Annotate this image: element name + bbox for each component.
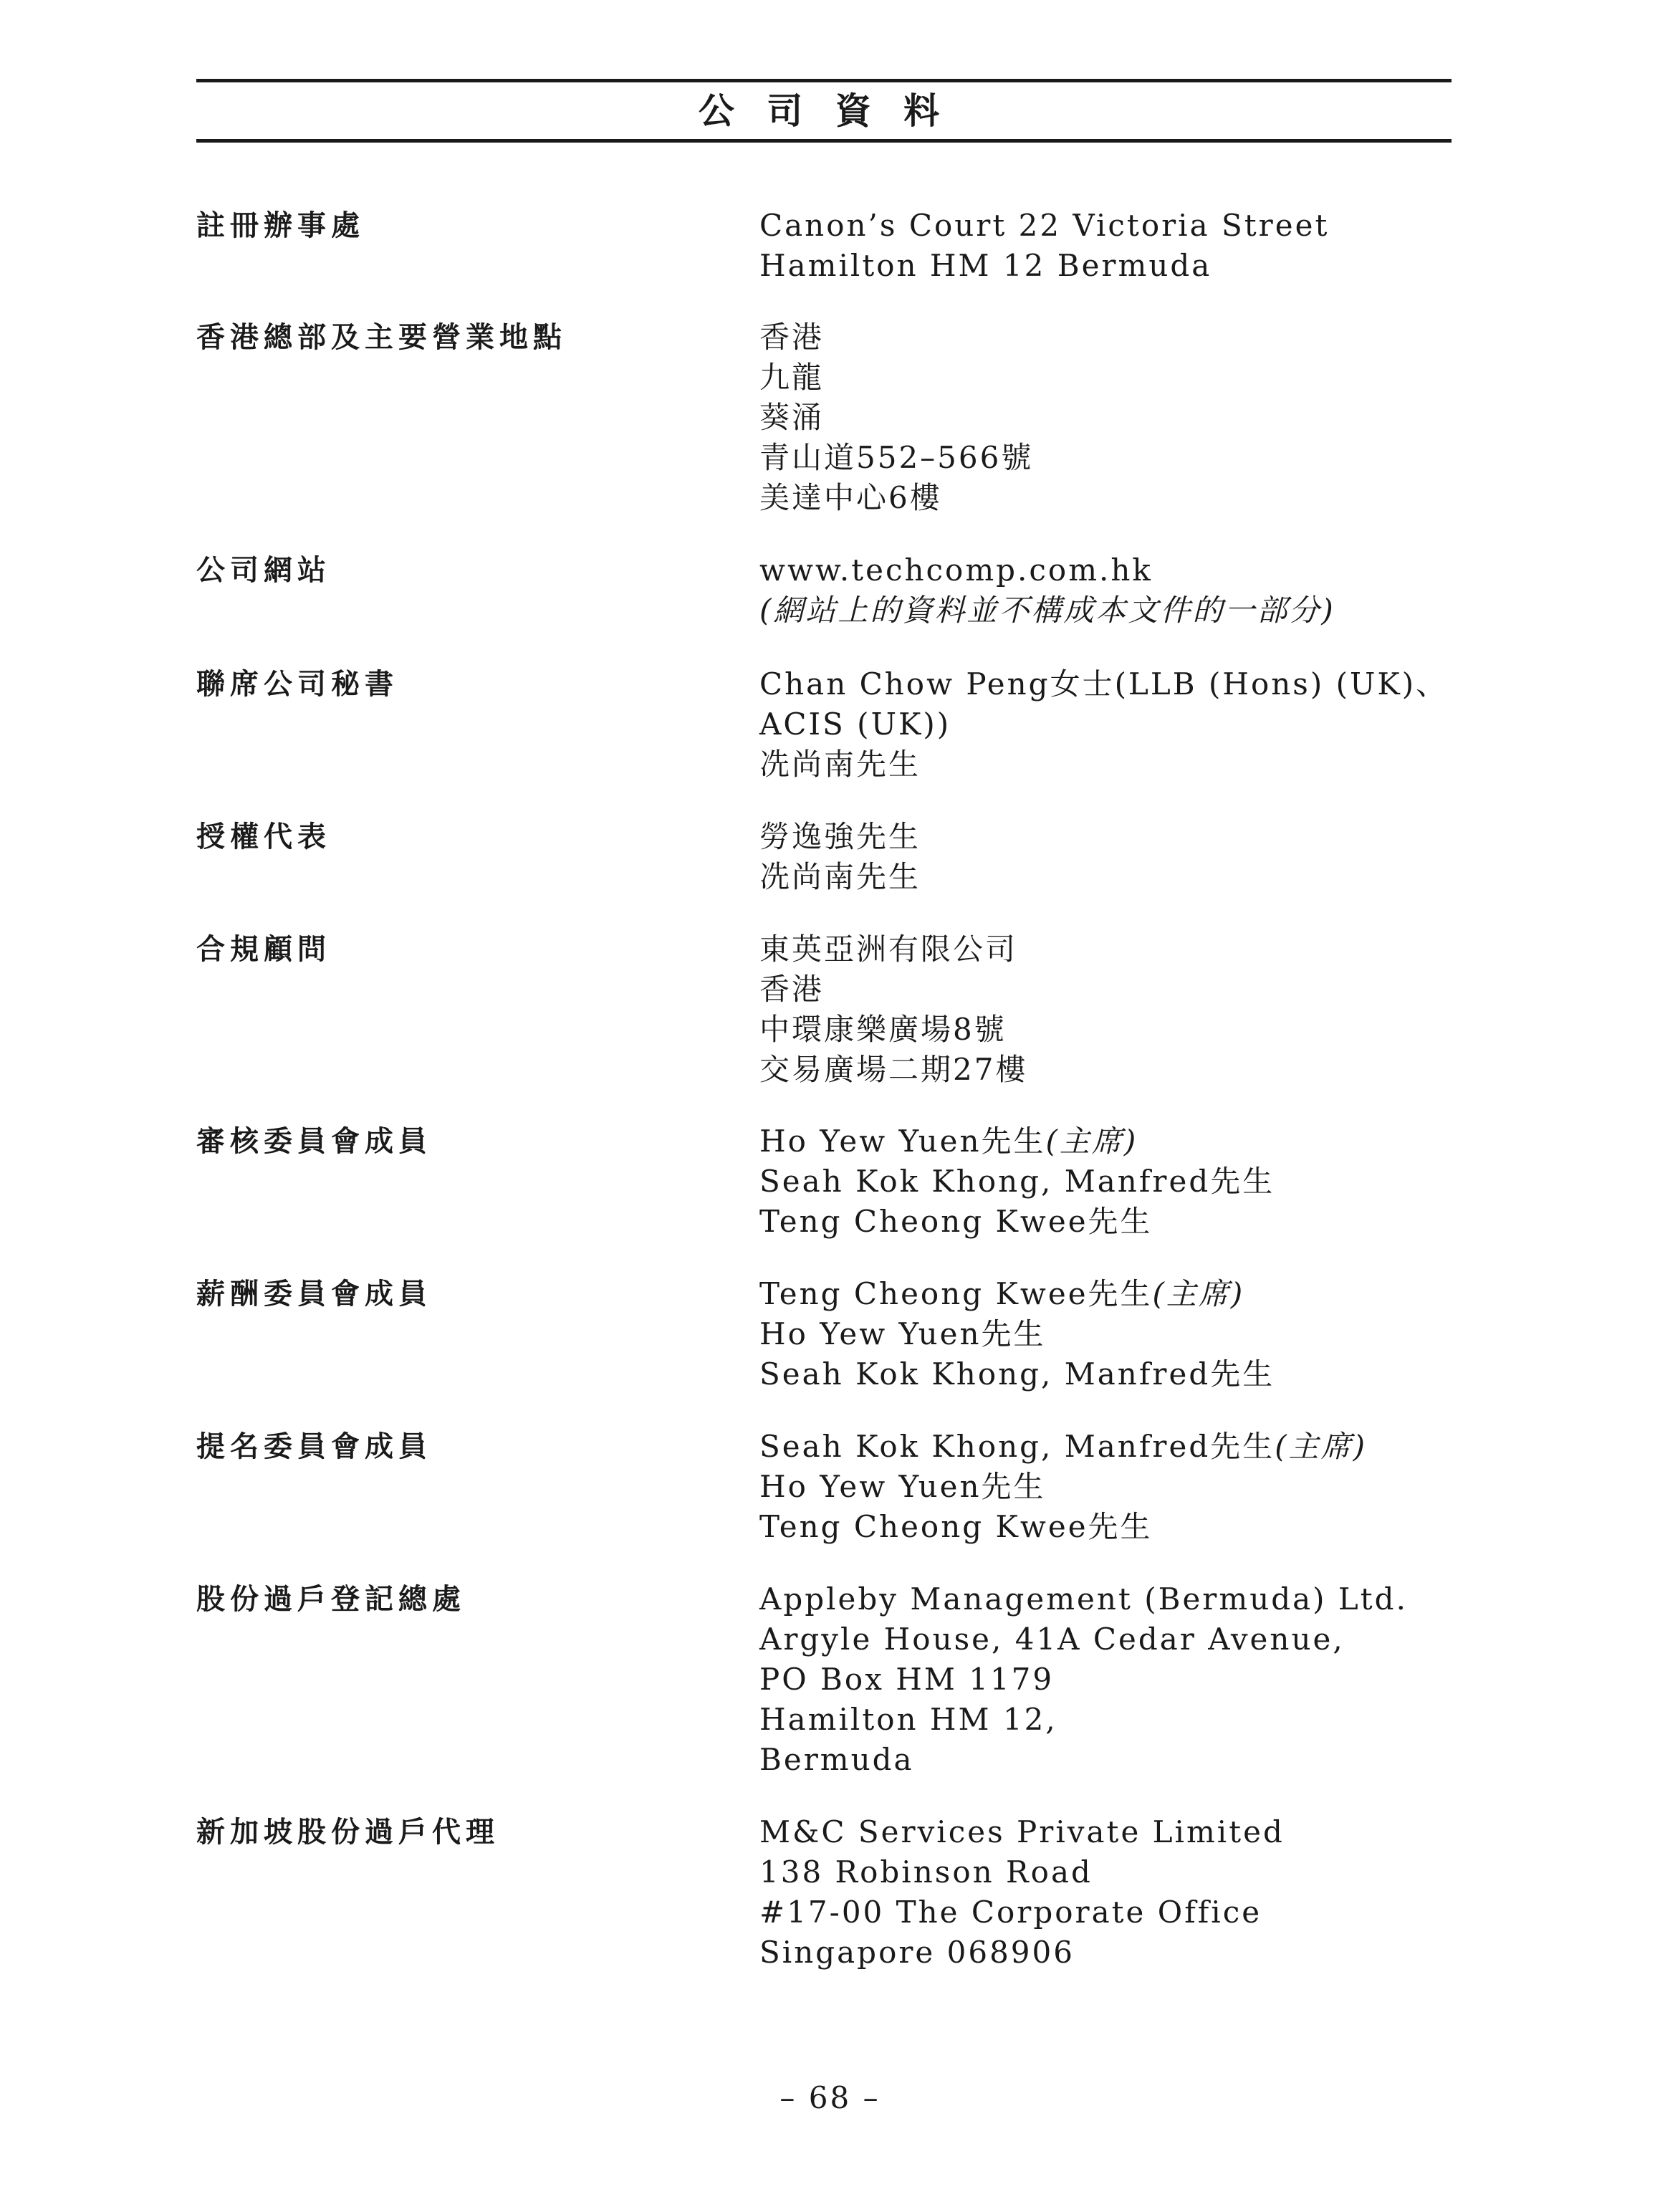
section-label: 股份過戶登記總處 [196, 1583, 466, 1616]
value-line: Seah Kok Khong, Manfred先生 [759, 1356, 1275, 1392]
section-value [759, 206, 1329, 286]
value-line: 葵涌 [759, 400, 825, 435]
value-line: ACIS (UK)) [759, 707, 951, 742]
value-line: Ho Yew Yuen先生 [759, 1316, 1046, 1351]
value-line: 138 Robinson Road [759, 1854, 1093, 1890]
value-line [759, 590, 1335, 631]
value-line: #17-00 The Corporate Office [759, 1895, 1262, 1930]
value-line: Argyle House, 41A Cedar Avenue, [759, 1622, 1345, 1657]
section-value [759, 550, 1335, 631]
section-value [759, 817, 921, 897]
section-value [759, 1812, 1285, 1973]
section-value [759, 1427, 1367, 1547]
value-line: 中環康樂廣場8號 [759, 1012, 1007, 1047]
value-line: Bermuda [759, 1742, 914, 1777]
value-line: Hamilton HM 12, [759, 1702, 1057, 1737]
value-line: 九龍 [759, 360, 825, 395]
value-line: PO Box HM 1179 [759, 1662, 1055, 1697]
section-label: 提名委員會成員 [196, 1430, 432, 1463]
value-line: Teng Cheong Kwee先生(主席) [759, 1276, 1245, 1311]
value-line: M&C Services Private Limited [759, 1814, 1285, 1849]
value-line: Ho Yew Yuen先生(主席) [759, 1124, 1138, 1159]
value-line: Appleby Management (Bermuda) Ltd. [759, 1581, 1408, 1617]
value-line: 東英亞洲有限公司 [759, 932, 1018, 967]
chairman-note: (主席) [1275, 1429, 1367, 1464]
section-value [759, 1121, 1275, 1242]
section-label: 新加坡股份過戶代理 [196, 1816, 499, 1849]
section-value [759, 1274, 1275, 1394]
header-top-rule [196, 79, 1452, 82]
section-value [759, 929, 1027, 1090]
value-line: 美達中心6樓 [759, 480, 942, 515]
value-line: Singapore 068906 [759, 1935, 1075, 1970]
section-label: 香港總部及主要營業地點 [196, 321, 567, 354]
value-line: 香港 [759, 320, 825, 355]
value-line: 香港 [759, 972, 825, 1007]
value-line: Seah Kok Khong, Manfred先生 [759, 1164, 1275, 1199]
section-label: 聯席公司秘書 [196, 668, 398, 701]
value-line: Hamilton HM 12 Bermuda [759, 248, 1212, 283]
header-bottom-rule [196, 139, 1452, 143]
value-line: 冼尚南先生 [759, 747, 921, 782]
value-line: 青山道552–566號 [759, 440, 1034, 475]
section-value [759, 664, 1448, 785]
value-line: Canon’s Court 22 Victoria Street [759, 208, 1330, 243]
website-url[interactable]: www.techcomp.com.hk [759, 552, 1153, 588]
value-line: Teng Cheong Kwee先生 [759, 1204, 1153, 1239]
section-label: 薪酬委員會成員 [196, 1278, 432, 1311]
chairman-note: (主席) [1045, 1124, 1138, 1159]
section-label: 註冊辦事處 [196, 209, 365, 242]
value-line: 冼尚南先生 [759, 859, 921, 894]
value-line: 勞逸強先生 [759, 819, 921, 854]
page-title: 公 司 資 料 [698, 90, 950, 132]
chairman-note: (主席) [1152, 1276, 1245, 1311]
value-line: Ho Yew Yuen先生 [759, 1469, 1046, 1504]
section-label: 合規顧問 [196, 933, 331, 966]
website-disclaimer: (網站上的資料並不構成本文件的一部分) [759, 593, 1335, 628]
section-value [759, 317, 1033, 518]
value-line: 交易廣場二期27樓 [759, 1052, 1028, 1087]
section-label: 公司網站 [196, 554, 331, 587]
section-value [759, 1579, 1408, 1780]
value-line: Chan Chow Peng女士(LLB (Hons) (UK)、 [759, 666, 1449, 702]
value-line: Seah Kok Khong, Manfred先生(主席) [759, 1429, 1367, 1464]
value-line: Teng Cheong Kwee先生 [759, 1509, 1153, 1544]
section-label: 審核委員會成員 [196, 1125, 432, 1158]
page-number: – 68 – [779, 2080, 881, 2115]
section-label: 授權代表 [196, 820, 331, 853]
